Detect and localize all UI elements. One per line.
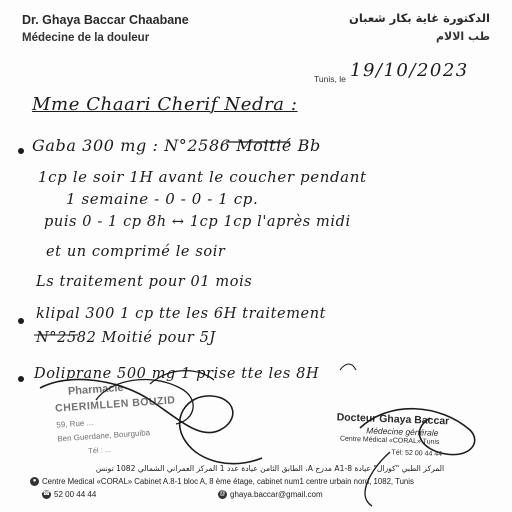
doctor-name-fr: Dr. Ghaya Baccar Chaabane [22,13,189,27]
footer-address-ar: المركز الطبي "كورال" عيادة 8-A1 مدرج A، الطابق الثامن عيادة عدد 1 المركز العمراني الشمالي 1082 تونس [95,464,445,473]
rx-line-8: N°2582 Moitié pour 5J [36,330,216,346]
location-icon: ● [30,477,39,486]
place-label: Tunis, le [314,74,346,84]
bullet-1 [18,148,24,154]
rx-line-6: Ls traitement pour 01 mois [36,274,253,290]
footer-phone [42,490,96,499]
phone-icon: ☎ [42,491,51,498]
email-icon: @ [219,491,226,498]
doctor-stamp-line-3: Centre Médical «CORAL» Tunis [339,435,440,446]
pharmacy-stamp-line-5: Tél : ... [87,444,112,456]
rx-line-5: et un comprimé le soir [46,244,226,260]
rx-line-2: 1cp le soir 1H avant le coucher pendant [38,168,367,186]
pharmacy-stamp-line-4: Ben Guerdane, Bourguiba [56,428,151,444]
footer-address-fr-text: Centre Medical «CORAL» Cabinet A.8-1 bloc A, 8 ème étage, cabinet num1 centre urbain nord, 1082, Tunis [42,477,414,486]
rx-line-1: Gaba 300 mg : N°2586 Moitié Bb [32,136,321,155]
doctor-stamp-line-1: Docteur Ghaya Baccar [336,411,450,428]
doctor-stamp-line-4: Tél: 52 00 44 44 [391,449,443,459]
specialty-ar: طب الالام [435,30,490,43]
patient-name: Mme Chaari Cherif Nedra : [32,94,298,115]
footer-email-text: ghaya.baccar@gmail.com [230,490,323,499]
pharmacy-stamp [53,373,190,462]
doctor-stamp-line-2: Médecine générale [366,425,439,438]
rx-line-9: Doliprane 500 mg 1 prise tte les 8H [34,366,320,382]
pharmacy-stamp-line-2: CHERIMLLEN BOUZID [54,394,176,415]
specialty-fr: Médecine de la douleur [22,32,150,44]
doctor-name-ar: الدكتورة غاية بكار شعبان [349,11,490,25]
footer-phone-text: 52 00 44 44 [54,490,97,499]
rx-line-7: klipal 300 1 cp tte les 6H traitement [36,306,327,322]
bullet-3 [18,376,24,382]
bullet-2 [18,318,24,324]
pharmacy-stamp-line-1: Pharmacie [67,381,124,398]
rx-line-3: 1 semaine - 0 - 0 - 1 cp. [66,190,259,208]
rx-line-4: puis 0 - 1 cp 8h ↔ 1cp 1cp l'après midi [44,214,351,230]
prescription-date: 19/10/2023 [350,60,469,81]
footer-address-fr [30,477,414,486]
doctor-stamp [325,411,499,465]
footer-email [218,490,323,499]
pharmacy-stamp-line-3: 59, Rue ... [56,418,94,430]
